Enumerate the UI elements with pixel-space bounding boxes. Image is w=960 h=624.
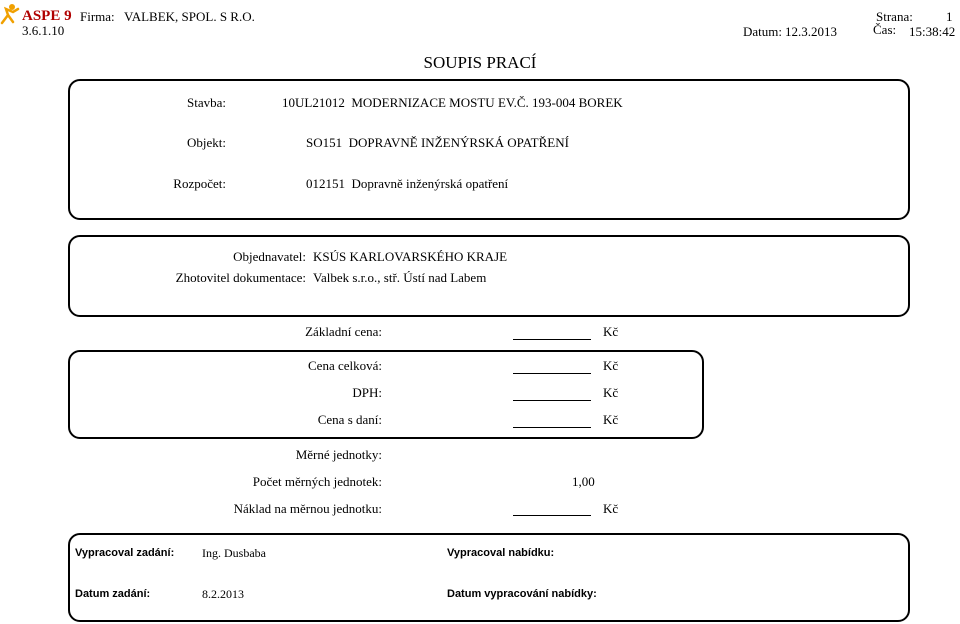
stavba-value: 10UL21012 MODERNIZACE MOSTU EV.Č. 193-004 BOREK [282,95,623,110]
objekt-label: Objekt: [187,135,226,150]
zakladni-cena-label: Základní cena: [305,324,382,339]
merne-jednotky-label: Měrné jednotky: [295,447,382,462]
cena-celkova-label: Cena celková: [308,358,382,373]
cas-value: 15:38:42 [909,24,956,39]
pocet-mernych-label: Počet měrných jednotek: [252,474,382,489]
cena-s-dani-currency: Kč [603,412,619,427]
cena-celkova-line [513,373,591,374]
objednavatel-value: KSÚS KARLOVARSKÉHO KRAJE [313,249,508,264]
zakladni-cena-currency: Kč [603,324,619,339]
naklad-label: Náklad na měrnou jednotku: [233,501,382,516]
cena-celkova-currency: Kč [603,358,619,373]
cas-label: Čas: [873,22,897,37]
firma-value: VALBEK, SPOL. S R.O. [124,9,255,24]
rozpocet-value: 012151 Dopravně inženýrská opatření [306,176,509,191]
datum-nabidky-label: Datum vypracování nabídky: [447,588,597,600]
dph-currency: Kč [603,385,619,400]
aspe-logo-icon [0,3,20,25]
rozpocet-label: Rozpočet: [173,176,226,191]
pocet-mernych-value: 1,00 [572,474,595,489]
strana-value: 1 [946,9,953,24]
datum-label: Datum: [743,24,782,39]
dph-label: DPH: [352,385,382,400]
cena-s-dani-line [513,427,591,428]
stavba-label: Stavba: [187,95,226,110]
vypracoval-nabidku-label: Vypracoval nabídku: [447,547,555,559]
vypracoval-zadani-value: Ing. Dusbaba [202,546,266,560]
app-name: ASPE 9 [22,8,72,24]
dph-line [513,400,591,401]
objednavatel-label: Objednavatel: [233,249,306,264]
strana-label: Strana: [876,9,913,24]
naklad-line [513,515,591,516]
cena-s-dani-label: Cena s daní: [317,412,382,427]
zakladni-cena-line [513,339,591,340]
datum-zadani-value: 8.2.2013 [202,587,244,601]
app-version: 3.6.1.10 [22,23,65,38]
firma-label: Firma: [80,9,115,24]
page-title: SOUPIS PRACÍ [423,53,537,72]
objekt-value: SO151 DOPRAVNĚ INŽENÝRSKÁ OPATŘENÍ [306,135,569,150]
zhotovitel-value: Valbek s.r.o., stř. Ústí nad Labem [313,270,487,285]
datum-zadani-label: Datum zadání: [75,588,151,600]
vypracoval-zadani-label: Vypracoval zadání: [75,547,175,559]
datum-value: 12.3.2013 [785,24,837,39]
naklad-currency: Kč [603,501,619,516]
zhotovitel-label: Zhotovitel dokumentace: [175,270,306,285]
